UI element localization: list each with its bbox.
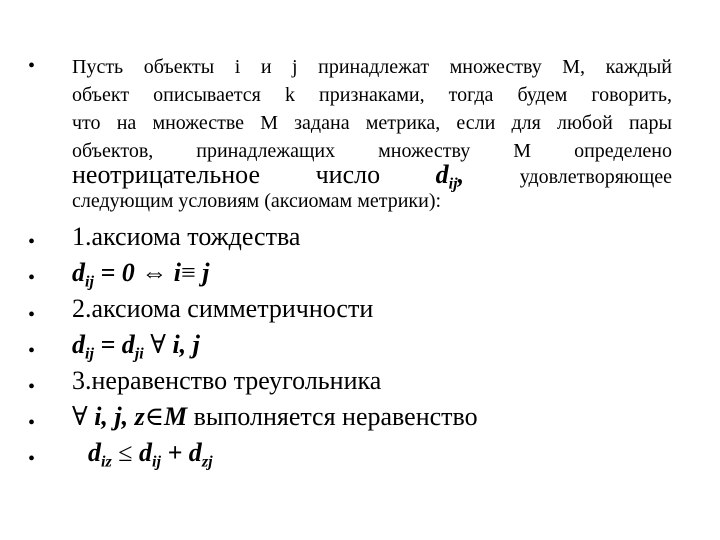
f2-sub1: ij <box>85 345 94 363</box>
bullet-axiom1: • <box>28 231 36 253</box>
f2-eq-d: = d <box>93 330 135 359</box>
f1-d: d <box>72 258 85 287</box>
f1-i: i <box>167 258 182 287</box>
f4-d2: d <box>139 438 153 467</box>
less-equal-symbol: ≤ <box>111 438 140 467</box>
f1-j: j <box>195 258 210 287</box>
intro-word-nonnegative: неотрицательное <box>72 160 260 189</box>
f2-sub2: ji <box>134 345 144 363</box>
dij-subscript: ij <box>448 175 458 193</box>
intro-word-number: число <box>315 160 381 189</box>
forall-symbol: ∀ <box>143 330 173 359</box>
axiom3-title: 3.неравенство треугольника <box>72 366 382 395</box>
intro-word-satisfying: удовлетворяющее <box>519 166 672 188</box>
axiom1-title: 1.аксиома тождества <box>72 222 301 251</box>
intro-line-4: объектов, принадлежащих множеству M определено <box>72 140 672 162</box>
f1-eq-zero: = 0 <box>93 258 142 287</box>
f4-sub3: zj <box>201 453 213 471</box>
intro-line-5 <box>72 160 672 193</box>
f2-d1: d <box>72 330 85 359</box>
bullet-formula2: • <box>28 340 36 362</box>
intro-line-1: Пусть объекты i и j принадлежат множеству M, каждый <box>72 56 672 78</box>
dij-d: d <box>435 160 449 189</box>
f3-set-m: M <box>164 402 188 431</box>
bullet-formula3: • <box>28 412 36 434</box>
forall-symbol-2: ∀ <box>72 402 95 431</box>
bullet-axiom2: • <box>28 304 36 326</box>
intro-line-2: объект описывается k признаками, тогда будем говорить, <box>72 84 672 106</box>
formula-identity <box>72 258 210 291</box>
f4-sub2: ij <box>152 453 161 471</box>
identity-symbol: ≡ <box>181 258 196 287</box>
f1-sub: ij <box>85 273 94 291</box>
element-of-symbol: ∈ <box>144 402 165 431</box>
bullet-axiom3: • <box>28 376 36 398</box>
axiom2-title: 2.аксиома симметричности <box>72 294 374 323</box>
intro-dij-symbol: $d_{ij}$, <box>435 160 465 193</box>
intro-line-6: следующим условиям (аксиомам метрики): <box>72 190 442 212</box>
f3-vars: i, j, z <box>94 402 145 431</box>
formula-forall-ijz <box>72 402 478 432</box>
f4-plus-d: + d <box>160 438 202 467</box>
bullet-intro: • <box>28 55 36 77</box>
formula-triangle <box>88 438 213 471</box>
formula-symmetry <box>72 330 200 363</box>
equivalence-symbol: ⇔ <box>141 258 168 287</box>
bullet-formula1: • <box>28 267 36 289</box>
f4-d1: d <box>88 438 101 467</box>
f3-text: выполняется неравенство <box>187 402 478 431</box>
bullet-formula4: • <box>28 448 36 470</box>
f4-sub1: iz <box>101 453 112 471</box>
intro-line-3: что на множестве M задана метрика, если для любой пары <box>72 112 672 134</box>
f2-vars: i, j <box>172 330 200 359</box>
